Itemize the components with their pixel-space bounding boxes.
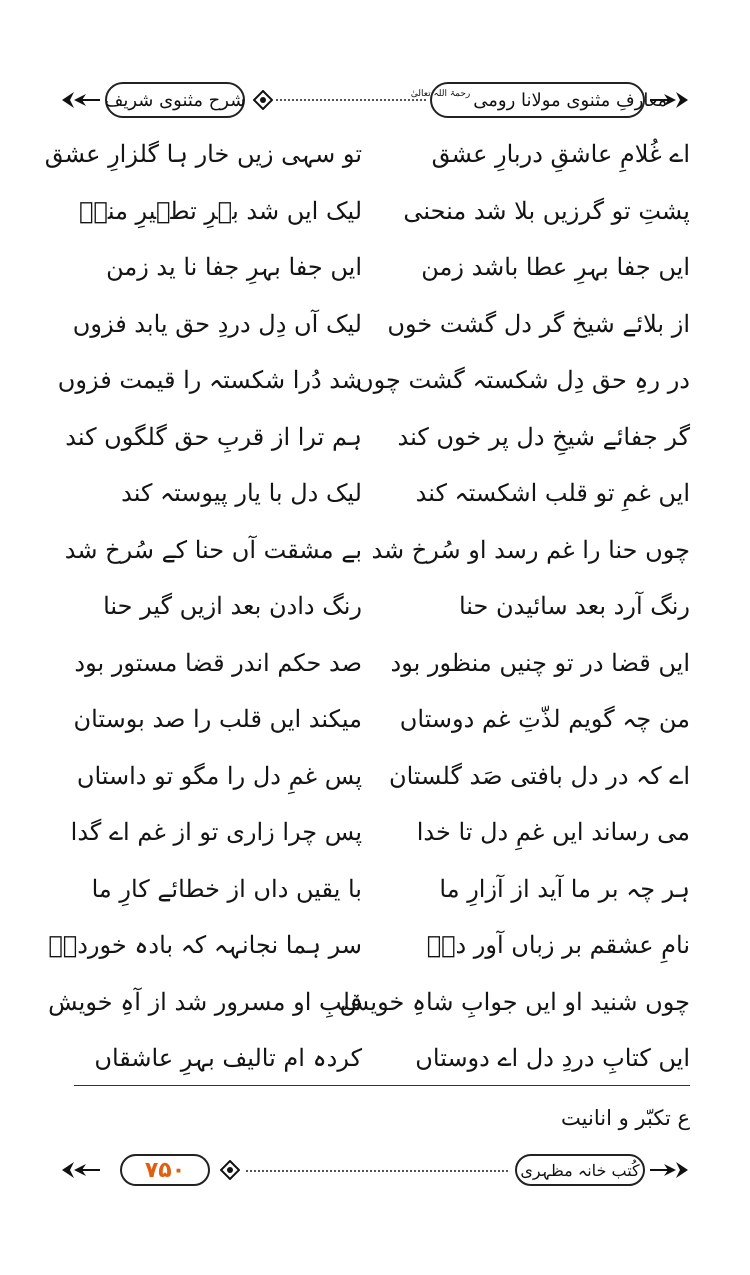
honorific: رحمۃ اللہ تعالیٰ	[410, 89, 471, 99]
couplet	[44, 126, 690, 183]
first-hemistich: ایں جفا بہرِ عطا باشد زمن	[421, 253, 690, 282]
couplet	[62, 465, 690, 522]
running-title-cartouche	[105, 82, 245, 118]
first-hemistich: رنگ آرد بعد سائیدن حنا	[458, 592, 690, 621]
second-hemistich: ایں جفا بہرِ جفا نا ید زمن	[106, 253, 362, 282]
second-hemistich: لیک دل با یار پیوستہ کند	[121, 479, 362, 508]
couplet	[62, 409, 690, 466]
couplet	[62, 748, 690, 805]
first-hemistich: ایں کتابِ دردِ دل اے دوستاں	[415, 1044, 690, 1073]
page-number-badge	[120, 1154, 210, 1186]
dotted-ornament-line	[276, 99, 426, 101]
second-hemistich: ہم ترا از قربِ حق گلگوں کند	[65, 422, 362, 451]
second-hemistich: پس چرا زاری تو از غم اے گدا	[70, 818, 362, 847]
first-hemistich: ہر چہ بر ما آید از آزارِ ما	[439, 874, 690, 903]
second-hemistich: پس غمِ دل را مگو تو داستاں	[76, 761, 362, 790]
running-title: شرح مثنوی شریف	[104, 89, 246, 111]
second-hemistich: کردہ ام تالیف بہرِ عاشقاں	[94, 1044, 362, 1073]
couplet	[62, 578, 690, 635]
second-hemistich: تو سہی زیں خار ہا گلزارِ عشق	[44, 140, 362, 169]
publisher-cartouche	[515, 1154, 645, 1186]
right-flourish-ornament	[650, 1156, 690, 1184]
page-number: ۷۵۰	[144, 1157, 186, 1183]
couplet	[62, 804, 690, 861]
verse-block	[44, 126, 690, 1087]
book-title-cartouche	[410, 82, 668, 118]
page-header	[60, 78, 690, 122]
page-footer	[60, 1150, 690, 1190]
first-hemistich: اے غُلامِ عاشقِ دربارِ عشق	[431, 140, 690, 169]
publisher-name: کُتب خانہ مظہری	[520, 1160, 640, 1180]
couplet	[62, 691, 690, 748]
second-hemistich: بے مشقت آں حنا کے سُرخ شد	[64, 535, 362, 564]
couplet	[62, 1030, 690, 1087]
diamond-ornament-icon	[220, 1160, 240, 1180]
right-flourish-ornament	[650, 86, 690, 114]
couplet	[62, 183, 690, 240]
second-hemistich: با یقیں داں از خطائے کارِ ما	[91, 874, 362, 903]
first-hemistich: از بلائے شیخ گر دل گشت خوں	[387, 309, 690, 338]
second-hemistich: رنگ دادن بعد ازیں گیر حنا	[103, 592, 362, 621]
couplet	[62, 635, 690, 692]
footnote: ع تکبّر و انانیت	[561, 1106, 690, 1130]
second-hemistich: لیک ایں شد بہرِ تطہیرِ منیؔ	[79, 196, 362, 225]
first-hemistich: من چہ گویم لذّتِ غم دوستاں	[399, 705, 690, 734]
couplet	[62, 861, 690, 918]
second-hemistich: قلبِ او مسرور شد از آہِ خویش	[48, 987, 362, 1016]
couplet	[62, 239, 690, 296]
book-title: معارفِ مثنوی مولانا رومی	[473, 89, 668, 111]
first-hemistich: نامِ عشقم بر زباں آور دہؔ	[426, 931, 690, 960]
second-hemistich: سر ہما نجانہہ کہ بادہ خوردہؔ	[48, 931, 362, 960]
left-flourish-ornament	[60, 1156, 100, 1184]
first-hemistich: اے کہ در دل بافتی صَد گلستان	[388, 761, 690, 790]
couplet	[62, 522, 690, 579]
dotted-ornament-line	[246, 1170, 508, 1172]
second-hemistich: صد حکم اندر قضا مستور بود	[74, 648, 362, 677]
first-hemistich: می رساند ایں غمِ دل تا خدا	[416, 818, 690, 847]
second-hemistich: شد دُرا شکستہ را قیمت فزوں	[57, 366, 362, 395]
first-hemistich: در رہِ حق دِل شکستہ گشت چوں	[355, 366, 690, 395]
first-hemistich: چوں شنید او ایں جوابِ شاہِ خویش	[339, 987, 690, 1016]
diamond-ornament-icon	[253, 90, 273, 110]
second-hemistich: لیک آں دِل دردِ حق یابد فزوں	[72, 309, 362, 338]
footnote-divider	[74, 1085, 690, 1086]
second-hemistich: میکند ایں قلب را صد بوستان	[73, 705, 362, 734]
couplet	[62, 296, 690, 353]
couplet	[48, 974, 690, 1031]
first-hemistich: پشتِ تو گرزیں بلا شد منحنی	[403, 196, 690, 225]
left-flourish-ornament	[60, 86, 100, 114]
first-hemistich: گر جفائے شیخِ دل پر خوں کند	[397, 422, 690, 451]
first-hemistich: ایں قضا در تو چنیں منظور بود	[390, 648, 690, 677]
couplet	[57, 352, 690, 409]
first-hemistich: ایں غمِ تو قلب اشکستہ کند	[415, 479, 690, 508]
first-hemistich: چوں حنا را غم رسد او سُرخ شد	[371, 535, 690, 564]
couplet	[48, 917, 690, 974]
